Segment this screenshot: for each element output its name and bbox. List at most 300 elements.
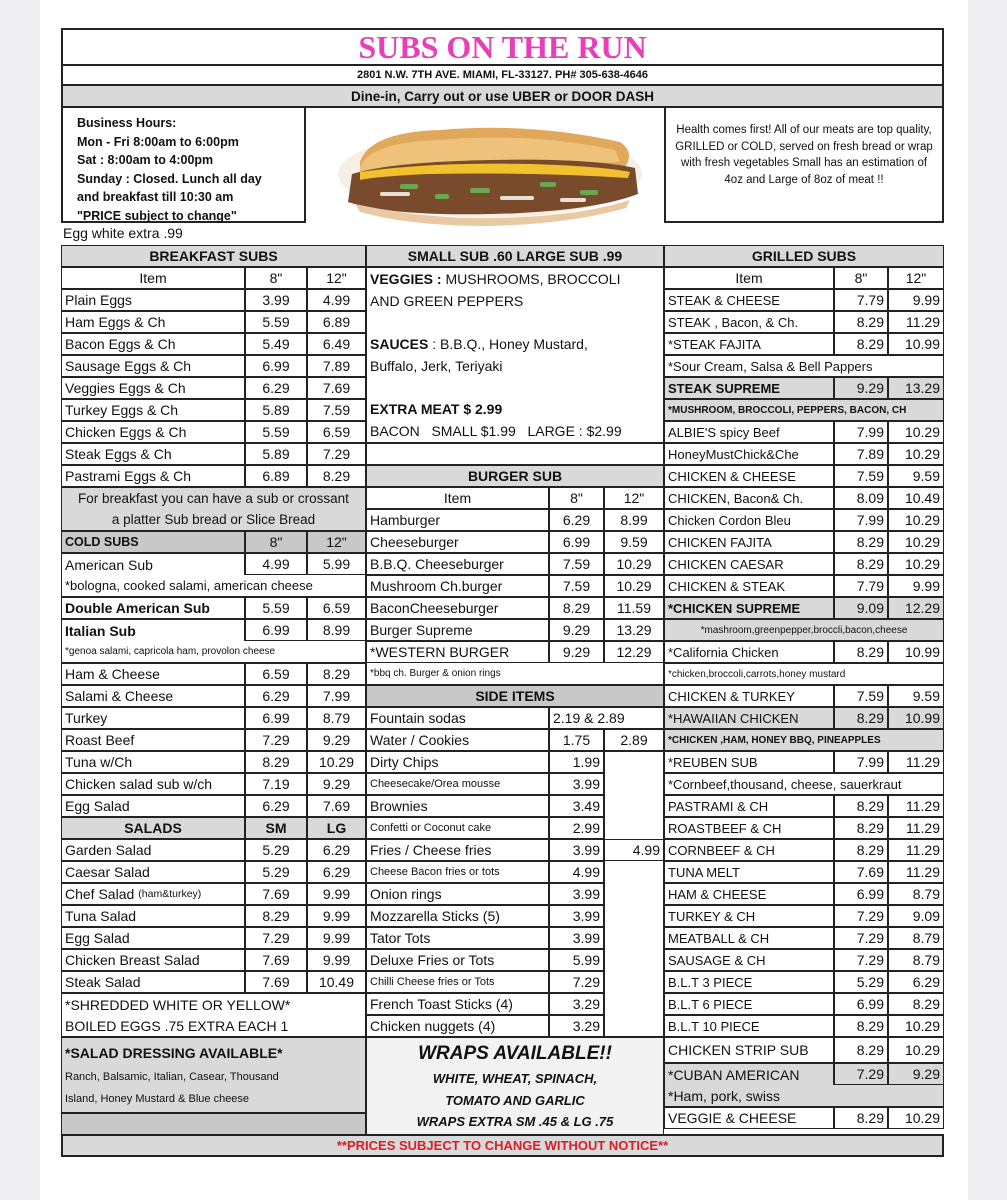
left-column — [61, 245, 366, 1145]
cold-sub-price-12: 8.79 — [307, 707, 366, 729]
salad-item — [61, 861, 245, 883]
burger-price-8: 9.29 — [549, 641, 604, 663]
cold-sub-item: Egg Salad — [61, 795, 245, 817]
grilled-item: *HAWAIIAN CHICKEN — [664, 707, 834, 729]
cold-sub-price-8: 8.29 — [245, 751, 307, 773]
breakfast-item: Sausage Eggs & Ch — [61, 355, 245, 377]
grilled-price-12: 11.29 — [888, 751, 944, 773]
grilled-price-8: 7.79 — [834, 575, 888, 597]
american-sub-8: 4.99 — [245, 553, 307, 575]
boiled-eggs-line: *SHREDDED WHITE OR YELLOW* — [65, 996, 291, 1013]
side-price: 3.99 — [549, 839, 604, 861]
cold-sub-item: Salami & Cheese — [61, 685, 245, 707]
grilled-note: *CHICKEN ,HAM, HONEY BBQ, PINEAPPLES — [664, 729, 944, 751]
salad-subtitle: (ham&turkey) — [138, 888, 202, 900]
grilled-price-12: 12.29 — [888, 597, 944, 619]
double-american-sub: Double American Sub — [61, 597, 245, 619]
salad-price-sm: 7.69 — [245, 883, 307, 905]
breakfast-price-8: 5.59 — [245, 311, 307, 333]
salad-price-lg: 6.29 — [307, 839, 366, 861]
grilled-price-12: 6.29 — [888, 971, 944, 993]
side-item: Brownies — [366, 795, 549, 817]
burger-item: Burger Supreme — [366, 619, 549, 641]
side-price: 4.99 — [549, 861, 604, 883]
side-item: Onion rings — [366, 883, 549, 905]
grilled-price-12: 9.99 — [888, 575, 944, 597]
side-price: 3.29 — [549, 1015, 604, 1037]
cold-sub-price-8: 6.59 — [245, 663, 307, 685]
breakfast-note-line: For breakfast you can have a sub or crossant — [78, 491, 349, 506]
western-burger-note: *bbq ch. Burger & onion rings — [366, 663, 664, 685]
side-item: Cheese Bacon fries or tots — [366, 861, 549, 883]
side-item: Chicken nuggets (4) — [366, 1015, 549, 1037]
cold-header-8: 8" — [245, 531, 307, 553]
empty-gray-cell — [61, 1113, 366, 1135]
grilled-item: STEAK , Bacon, & Ch. — [664, 311, 834, 333]
address-text: 2801 N.W. 7TH AVE. MIAMI, FL-33127. PH# 305-638-4646 — [356, 69, 648, 81]
breakfast-price-8: 5.89 — [245, 399, 307, 421]
sauces-list: : B.B.Q., Honey Mustard, — [428, 336, 588, 352]
bacon-prices: BACON SMALL $1.99 LARGE : $2.99 — [370, 423, 622, 439]
grilled-item: B.L.T 3 PIECE — [664, 971, 834, 993]
hours-title: Business Hours: — [77, 116, 177, 130]
grilled-price-12: 10.29 — [888, 531, 944, 553]
grilled-item: PASTRAMI & CH — [664, 795, 834, 817]
grilled-item: HoneyMustChick&Che — [664, 443, 834, 465]
burger-header-item: Item — [366, 487, 549, 509]
sauces-line: Buffalo, Jerk, Teriyaki — [370, 358, 503, 374]
salad-name: Chef Salad — [65, 886, 135, 902]
grilled-item: TUNA MELT — [664, 861, 834, 883]
right-column — [664, 245, 944, 1145]
grilled-item: ALBIE'S spicy Beef — [664, 421, 834, 443]
salad-dressing-box — [61, 1037, 366, 1113]
veggies-list: MUSHROOMS, BROCCOLI — [441, 271, 621, 287]
breakfast-price-12: 7.89 — [307, 355, 366, 377]
grilled-price-8: 7.29 — [834, 1063, 888, 1085]
double-american-12: 6.59 — [307, 597, 366, 619]
grilled-price-8: 8.29 — [834, 707, 888, 729]
grilled-price-8: 7.79 — [834, 289, 888, 311]
grilled-price-8: 7.89 — [834, 443, 888, 465]
grilled-price-12: 9.59 — [888, 465, 944, 487]
breakfast-item: Plain Eggs — [61, 289, 245, 311]
grilled-title: GRILLED SUBS — [664, 245, 944, 267]
cold-sub-price-12: 7.69 — [307, 795, 366, 817]
grilled-price-12: 9.09 — [888, 905, 944, 927]
extras-title: SMALL SUB .60 LARGE SUB .99 — [366, 245, 664, 267]
burger-price-12: 10.29 — [604, 553, 664, 575]
cold-sub-item: Turkey — [61, 707, 245, 729]
footer-bar — [61, 1134, 944, 1157]
grilled-price-12: 10.29 — [888, 421, 944, 443]
side-item: Cheesecake/Orea mousse — [366, 773, 549, 795]
salad-dressing-title: *SALAD DRESSING AVAILABLE* — [65, 1045, 283, 1061]
address-bar — [61, 64, 944, 86]
grilled-price-8: 5.29 — [834, 971, 888, 993]
grilled-price-12: 10.29 — [888, 509, 944, 531]
burger-item: B.B.Q. Cheeseburger — [366, 553, 549, 575]
grilled-price-12: 10.29 — [888, 443, 944, 465]
cold-sub-item: Chicken salad sub w/ch — [61, 773, 245, 795]
egg-white-note: Egg white extra .99 — [63, 225, 183, 241]
side-price-extra-column — [604, 751, 664, 1037]
cold-sub-price-8: 7.19 — [245, 773, 307, 795]
grilled-price-12: 13.29 — [888, 377, 944, 399]
salad-name: Caesar Salad — [65, 864, 150, 880]
breakfast-price-8: 6.89 — [245, 465, 307, 487]
cold-sub-item: Ham & Cheese — [61, 663, 245, 685]
cold-sub-price-8: 6.29 — [245, 795, 307, 817]
salad-dressing-list: Island, Honey Mustard & Blue cheese — [65, 1093, 250, 1105]
burger-price-12: 12.29 — [604, 641, 664, 663]
salads-title: SALADS — [61, 817, 245, 839]
burger-price-12: 10.29 — [604, 575, 664, 597]
middle-column — [366, 245, 664, 1145]
salad-item — [61, 839, 245, 861]
sauces-line — [370, 333, 588, 355]
grilled-item: TURKEY & CH — [664, 905, 834, 927]
service-text: Dine-in, Carry out or use UBER or DOOR DASH — [350, 88, 655, 104]
side-price: 5.99 — [549, 949, 604, 971]
grilled-price-8: 8.29 — [834, 839, 888, 861]
breakfast-item: Veggies Eggs & Ch — [61, 377, 245, 399]
boiled-eggs-note — [61, 993, 366, 1037]
grilled-price-12: 10.29 — [888, 1037, 944, 1063]
salad-name: Chicken Breast Salad — [65, 952, 200, 968]
side-price: 1.75 — [549, 729, 604, 751]
side-item: Fries / Cheese fries — [366, 839, 549, 861]
cold-sub-price-8: 6.29 — [245, 685, 307, 707]
grilled-header-12: 12" — [888, 267, 944, 289]
breakfast-price-8: 5.89 — [245, 443, 307, 465]
wraps-line: TOMATO AND GARLIC — [445, 1092, 585, 1108]
grilled-price-12: 9.99 — [888, 289, 944, 311]
side-item: Mozzarella Sticks (5) — [366, 905, 549, 927]
salad-price-sm: 7.29 — [245, 927, 307, 949]
salad-price-lg: 9.99 — [307, 949, 366, 971]
grilled-price-8: 8.29 — [834, 333, 888, 355]
grilled-price-8: 8.29 — [834, 1037, 888, 1063]
salad-price-sm: 7.69 — [245, 949, 307, 971]
grilled-price-12: 10.99 — [888, 333, 944, 355]
salad-price-lg: 6.29 — [307, 861, 366, 883]
hours-line: Sunday : Closed. Lunch all day — [77, 171, 262, 186]
health-note-box: Health comes first! All of our meats are top quality, GRILLED or COLD, served on fresh bread or wrap with fresh vegetables Small has an estimation of 4oz and Large of 8oz of meat !! — [664, 106, 944, 223]
salad-item — [61, 905, 245, 927]
grilled-note: *MUSHROOM, BROCCOLI, PEPPERS, BACON, CH — [664, 399, 944, 421]
burger-item: Mushroom Ch.burger — [366, 575, 549, 597]
grilled-item: STEAK SUPREME — [664, 377, 834, 399]
grilled-item: CHICKEN FAJITA — [664, 531, 834, 553]
salad-name: Tuna Salad — [65, 908, 137, 924]
salad-price-sm: 5.29 — [245, 861, 307, 883]
grilled-item: *REUBEN SUB — [664, 751, 834, 773]
grilled-price-12: 11.29 — [888, 311, 944, 333]
burger-price-12: 13.29 — [604, 619, 664, 641]
side-price: 3.99 — [549, 927, 604, 949]
grilled-header-8: 8" — [834, 267, 888, 289]
side-price: 7.29 — [549, 971, 604, 993]
american-sub-note: *bologna, cooked salami, american cheese — [61, 575, 366, 597]
grilled-price-8: 7.99 — [834, 509, 888, 531]
hours-line: Mon - Fri 8:00am to 6:00pm — [77, 134, 239, 149]
grilled-price-12: 8.79 — [888, 883, 944, 905]
wraps-line: WRAPS EXTRA SM .45 & LG .75 — [416, 1113, 614, 1129]
burger-price-12: 9.59 — [604, 531, 664, 553]
breakfast-price-12: 7.29 — [307, 443, 366, 465]
salad-dressing-list: Ranch, Balsamic, Italian, Casear, Thousand — [65, 1071, 279, 1083]
side-price: 3.99 — [549, 773, 604, 795]
burger-price-8: 7.59 — [549, 575, 604, 597]
burger-item: Cheeseburger — [366, 531, 549, 553]
veggies-line: AND GREEN PEPPERS — [370, 293, 524, 309]
grilled-item: *California Chicken — [664, 641, 834, 663]
breakfast-price-8: 6.29 — [245, 377, 307, 399]
grilled-price-8: 8.29 — [834, 553, 888, 575]
grilled-price-12: 10.29 — [888, 1107, 944, 1129]
breakfast-price-8: 5.49 — [245, 333, 307, 355]
side-item: French Toast Sticks (4) — [366, 993, 549, 1015]
grilled-header-item: Item — [664, 267, 834, 289]
salad-price-lg: 9.99 — [307, 883, 366, 905]
grilled-price-8: 8.29 — [834, 1015, 888, 1037]
grilled-price-8: 7.29 — [834, 927, 888, 949]
grilled-price-12: 9.29 — [888, 1063, 944, 1085]
italian-sub-12: 8.99 — [307, 619, 366, 641]
side-item: Fountain sodas — [366, 707, 549, 729]
burger-item: BaconCheeseburger — [366, 597, 549, 619]
grilled-price-8: 8.29 — [834, 817, 888, 839]
grilled-price-8: 6.99 — [834, 883, 888, 905]
american-sub: American Sub — [61, 553, 245, 575]
grilled-item: VEGGIE & CHEESE — [664, 1107, 834, 1129]
service-bar — [61, 84, 944, 108]
veggies-line — [370, 268, 620, 290]
burger-header-8: 8" — [549, 487, 604, 509]
col-header-12: 12" — [307, 267, 366, 289]
side-price: 3.29 — [549, 993, 604, 1015]
breakfast-price-12: 6.59 — [307, 421, 366, 443]
breakfast-price-12: 6.89 — [307, 311, 366, 333]
breakfast-price-8: 6.99 — [245, 355, 307, 377]
cold-sub-price-8: 6.99 — [245, 707, 307, 729]
grilled-note: *Cornbeef,thousand, cheese, sauerkraut — [664, 773, 944, 795]
breakfast-item: Chicken Eggs & Ch — [61, 421, 245, 443]
grilled-price-8: 8.29 — [834, 531, 888, 553]
grilled-price-8: 8.29 — [834, 1107, 888, 1129]
cold-sub-item: Roast Beef — [61, 729, 245, 751]
burger-price-8: 6.29 — [549, 509, 604, 531]
grilled-price-12: 10.99 — [888, 641, 944, 663]
burger-price-12: 8.99 — [604, 509, 664, 531]
grilled-price-8: 7.99 — [834, 751, 888, 773]
hours-line: and breakfast till 10:30 am — [77, 190, 234, 204]
grilled-price-12: 8.79 — [888, 927, 944, 949]
title-bar — [61, 28, 944, 66]
grilled-item: B.L.T 6 PIECE — [664, 993, 834, 1015]
grilled-item: CHICKEN & CHEESE — [664, 465, 834, 487]
grilled-item: *STEAK FAJITA — [664, 333, 834, 355]
italian-sub-8: 6.99 — [245, 619, 307, 641]
double-american-8: 5.59 — [245, 597, 307, 619]
grilled-price-8: 8.09 — [834, 487, 888, 509]
grilled-price-12: 9.59 — [888, 685, 944, 707]
breakfast-note — [61, 487, 366, 531]
italian-sub-note: *genoa salami, capricola ham, provolon cheese — [61, 641, 366, 663]
cold-subs-title: COLD SUBS — [61, 531, 245, 553]
veggies-label: VEGGIES : — [370, 271, 442, 287]
grilled-item: SAUSAGE & CH — [664, 949, 834, 971]
grilled-price-8: 7.59 — [834, 465, 888, 487]
side-price: 3.99 — [549, 883, 604, 905]
salad-name: Egg Salad — [65, 930, 130, 946]
grilled-item: CORNBEEF & CH — [664, 839, 834, 861]
salad-item — [61, 971, 245, 993]
grilled-note: *Ham, pork, swiss — [664, 1085, 944, 1107]
restaurant-title: SUBS ON THE RUN — [358, 28, 647, 65]
burger-price-12: 11.59 — [604, 597, 664, 619]
grilled-price-8: 7.69 — [834, 861, 888, 883]
grilled-price-8: 7.29 — [834, 905, 888, 927]
grilled-price-12: 10.99 — [888, 707, 944, 729]
side-price: 1.99 — [549, 751, 604, 773]
side-price: 2.19 & 2.89 — [549, 707, 664, 729]
grilled-price-8: 7.99 — [834, 421, 888, 443]
salad-price-sm: 7.69 — [245, 971, 307, 993]
breakfast-item: Pastrami Eggs & Ch — [61, 465, 245, 487]
salad-item — [61, 883, 245, 905]
wraps-box — [366, 1037, 664, 1135]
salad-price-lg: 10.49 — [307, 971, 366, 993]
grilled-item: B.L.T 10 PIECE — [664, 1015, 834, 1037]
grilled-price-12: 11.29 — [888, 817, 944, 839]
american-sub-12: 5.99 — [307, 553, 366, 575]
grilled-price-12: 8.29 — [888, 993, 944, 1015]
grilled-item: CHICKEN STRIP SUB — [664, 1037, 834, 1063]
side-price: 2.99 — [549, 817, 604, 839]
extras-box — [366, 267, 664, 443]
cold-sub-price-12: 9.29 — [307, 773, 366, 795]
grilled-note: *chicken,broccoli,carrots,honey mustard — [664, 663, 944, 685]
salad-price-lg: 9.99 — [307, 927, 366, 949]
wraps-title: WRAPS AVAILABLE!! — [418, 1043, 612, 1065]
side-price: 3.99 — [549, 905, 604, 927]
wraps-line: WHITE, WHEAT, SPINACH, — [432, 1071, 598, 1087]
grilled-price-8: 8.29 — [834, 795, 888, 817]
grilled-note: *mashroom,greenpepper,broccli,bacon,cheese — [664, 619, 944, 641]
burger-item: Hamburger — [366, 509, 549, 531]
salad-price-lg: 9.99 — [307, 905, 366, 927]
italian-sub: Italian Sub — [61, 619, 245, 641]
side-item: Chilli Cheese fries or Tots — [366, 971, 549, 993]
breakfast-price-12: 7.59 — [307, 399, 366, 421]
cold-sub-price-12: 10.29 — [307, 751, 366, 773]
salad-name: Steak Salad — [65, 974, 141, 990]
grilled-item: CHICKEN CAESAR — [664, 553, 834, 575]
grilled-price-8: 9.09 — [834, 597, 888, 619]
grilled-item: ROASTBEEF & CH — [664, 817, 834, 839]
grilled-item: HAM & CHEESE — [664, 883, 834, 905]
grilled-item: MEATBALL & CH — [664, 927, 834, 949]
grilled-note: *Sour Cream, Salsa & Bell Pappers — [664, 355, 944, 377]
side-price: 3.49 — [549, 795, 604, 817]
grilled-price-12: 11.29 — [888, 839, 944, 861]
burger-price-8: 8.29 — [549, 597, 604, 619]
boiled-eggs-line: BOILED EGGS .75 EXTRA EACH 1 — [65, 1017, 289, 1034]
salad-name: Garden Salad — [65, 842, 152, 858]
salad-item — [61, 949, 245, 971]
burger-price-8: 9.29 — [549, 619, 604, 641]
grilled-price-8: 7.59 — [834, 685, 888, 707]
breakfast-price-12: 6.49 — [307, 333, 366, 355]
cold-header-12: 12" — [307, 531, 366, 553]
grilled-item: CHICKEN & TURKEY — [664, 685, 834, 707]
side-item: Confetti or Coconut cake — [366, 817, 549, 839]
breakfast-price-12: 7.69 — [307, 377, 366, 399]
breakfast-item: Ham Eggs & Ch — [61, 311, 245, 333]
cold-sub-price-8: 7.29 — [245, 729, 307, 751]
grilled-item: CHICKEN & STEAK — [664, 575, 834, 597]
grilled-price-8: 8.29 — [834, 641, 888, 663]
sub-sandwich-image — [330, 112, 648, 230]
grilled-item: CHICKEN, Bacon& Ch. — [664, 487, 834, 509]
empty-cell — [366, 443, 664, 465]
price-change-notice: **PRICES SUBJECT TO CHANGE WITHOUT NOTICE** — [336, 1138, 669, 1153]
grilled-price-12: 10.49 — [888, 487, 944, 509]
sauces-label: SAUCES — [370, 336, 429, 352]
breakfast-price-8: 5.59 — [245, 421, 307, 443]
grilled-item: STEAK & CHEESE — [664, 289, 834, 311]
breakfast-item: Steak Eggs & Ch — [61, 443, 245, 465]
breakfast-title: BREAKFAST SUBS — [61, 245, 366, 267]
grilled-price-8: 9.29 — [834, 377, 888, 399]
grilled-price-8: 7.29 — [834, 949, 888, 971]
grilled-price-12: 11.29 — [888, 861, 944, 883]
side-price: 2.89 — [604, 729, 664, 751]
breakfast-note-line: a platter Sub bread or Slice Bread — [111, 512, 316, 527]
burger-item: *WESTERN BURGER — [366, 641, 549, 663]
grilled-price-12: 11.29 — [888, 795, 944, 817]
cold-sub-price-12: 9.29 — [307, 729, 366, 751]
breakfast-price-12: 4.99 — [307, 289, 366, 311]
col-header-8: 8" — [245, 267, 307, 289]
hours-line: "PRICE subject to change" — [77, 208, 237, 223]
business-hours-box — [61, 106, 306, 223]
extra-meat: EXTRA MEAT $ 2.99 — [370, 401, 503, 417]
grilled-item: *CHICKEN SUPREME — [664, 597, 834, 619]
grilled-price-12: 10.29 — [888, 553, 944, 575]
cold-sub-item: Tuna w/Ch — [61, 751, 245, 773]
side-item: Water / Cookies — [366, 729, 549, 751]
burger-header-12: 12" — [604, 487, 664, 509]
grilled-price-8: 6.99 — [834, 993, 888, 1015]
side-items-title: SIDE ITEMS — [366, 685, 664, 707]
cold-sub-price-12: 7.99 — [307, 685, 366, 707]
burger-price-8: 6.99 — [549, 531, 604, 553]
breakfast-item: Bacon Eggs & Ch — [61, 333, 245, 355]
burger-title: BURGER SUB — [366, 465, 664, 487]
burger-price-8: 7.59 — [549, 553, 604, 575]
breakfast-item: Turkey Eggs & Ch — [61, 399, 245, 421]
salads-header-lg: LG — [307, 817, 366, 839]
salad-price-sm: 8.29 — [245, 905, 307, 927]
side-item: Deluxe Fries or Tots — [366, 949, 549, 971]
salad-item — [61, 927, 245, 949]
grilled-price-8: 8.29 — [834, 311, 888, 333]
salad-price-sm: 5.29 — [245, 839, 307, 861]
side-item: Tator Tots — [366, 927, 549, 949]
